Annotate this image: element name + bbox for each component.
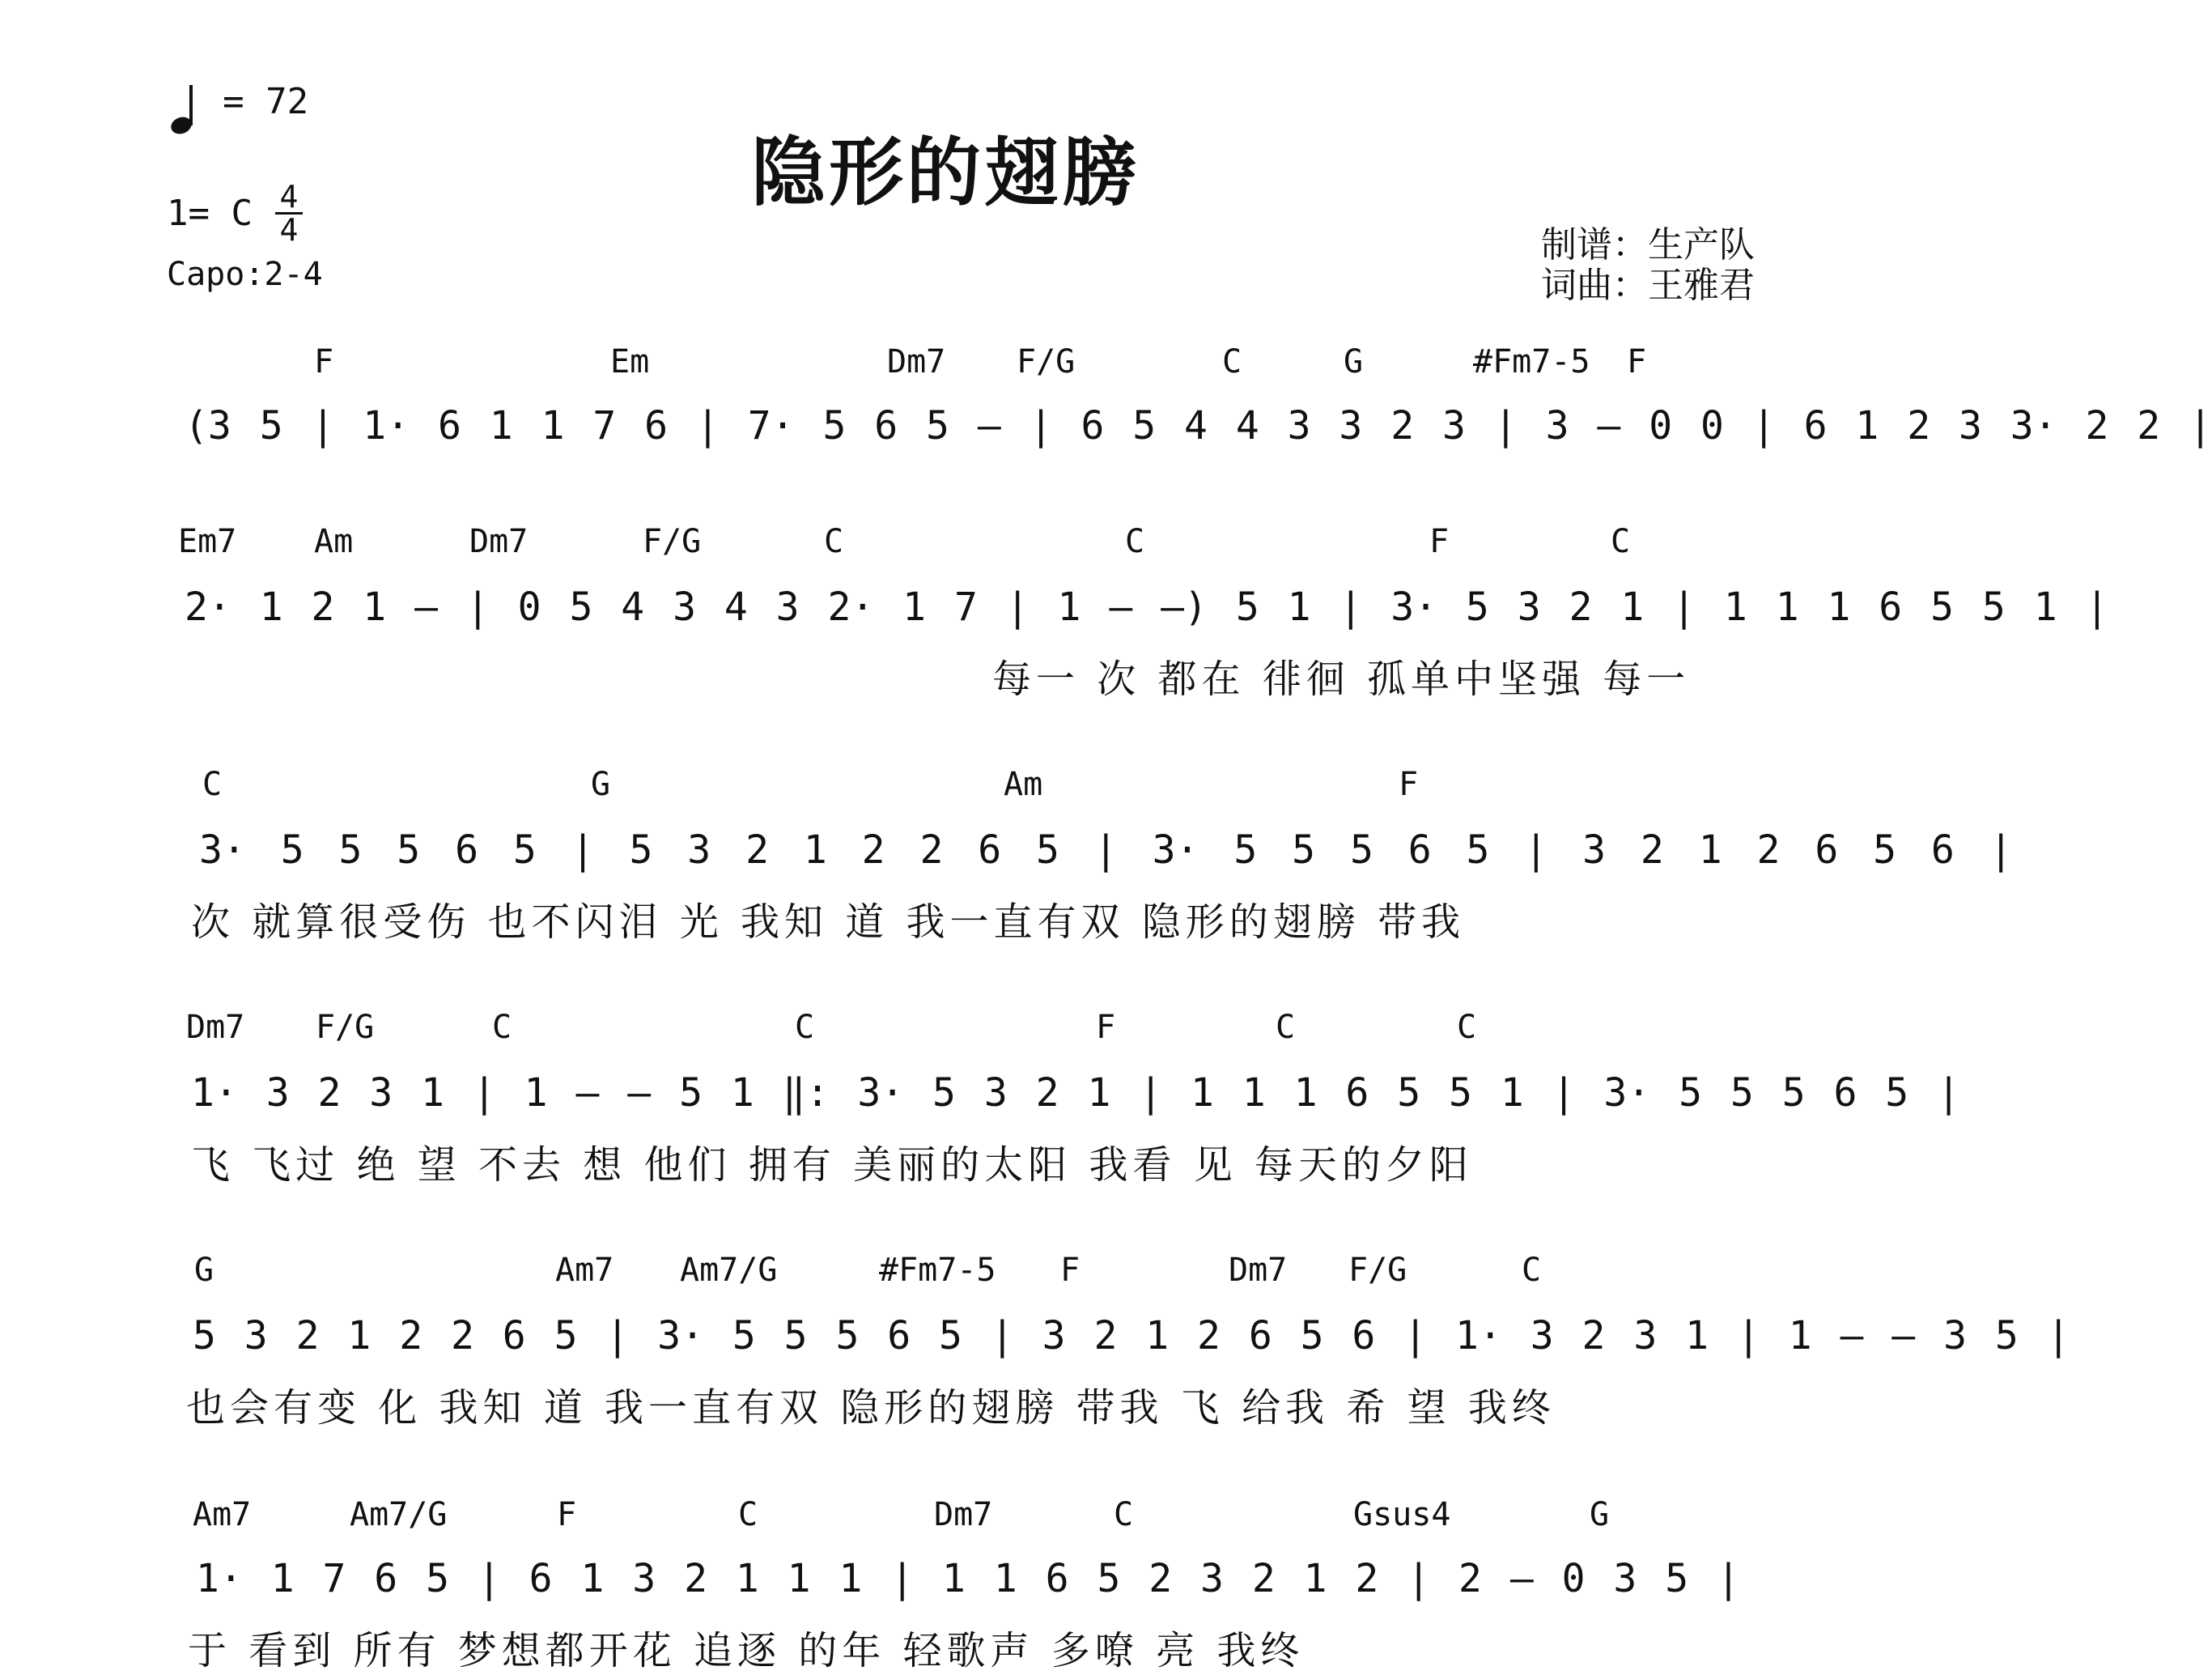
time-sig-top: 4 [279,179,299,215]
chord: G [591,766,611,803]
chord: C [824,523,844,560]
key-label: 1= C [167,193,253,234]
chord: F [1429,523,1450,560]
chord: C [1222,343,1242,380]
tempo-value: = 72 [223,81,309,122]
chord: G [194,1252,214,1289]
lyric-line: 飞 飞过 绝 望 不去 想 他们 拥有 美丽的太阳 我看 见 每天的夕阳 [191,1142,1473,1188]
chord: Am [314,523,354,560]
lyric-line: 也会有变 化 我知 道 我一直有双 隐形的翅膀 带我 飞 给我 希 望 我终 [186,1385,1556,1431]
notation-line: (3 5 | 1· 6 1 1 7 6 | 7· 5 6 5 — | 6 5 4 4 3 3 2 3 | 3 — 0 0 | 6 1 2 3 3· 2 2 | [185,403,2212,449]
capo-label: Capo:2-4 [167,256,323,293]
lyric-line: 每一 次 都在 徘徊 孤单中坚强 每一 [992,657,1691,702]
chord: C [1276,1009,1296,1046]
arranger-credit: 制谱：生产队 [1541,224,1755,266]
chord: Am7 [555,1252,614,1289]
chord: F [1096,1009,1116,1046]
chord: Em [610,343,650,380]
chord: F [314,343,334,380]
chord: C [202,766,223,803]
chord: C [1114,1496,1134,1533]
chord: C [795,1009,815,1046]
chord: Dm7 [934,1496,993,1533]
tempo-marking [168,81,308,138]
time-signature [275,179,303,248]
chord: G [1344,343,1364,380]
chord: C [1522,1252,1542,1289]
chord: Am7 [193,1496,252,1533]
quarter-note-icon [168,82,201,138]
notation-line: 1· 3 2 3 1 | 1 — — 5 1 ‖: 3· 5 3 2 1 | 1 1 1 6 5 5 1 | 3· 5 5 5 6 5 | [191,1070,1960,1116]
notation-line: 5 3 2 1 2 2 6 5 | 3· 5 5 5 6 5 | 3 2 1 2 6 5 6 | 1· 3 2 3 1 | 1 — — 3 5 | [193,1313,2070,1358]
chord: F [1060,1252,1081,1289]
notation-line: 3· 5 5 5 6 5 | 5 3 2 1 2 2 6 5 | 3· 5 5 5 6 5 | 3 2 1 2 6 5 6 | [199,827,2013,873]
chord: Am [1004,766,1043,803]
chord: G [1590,1496,1610,1533]
composer-credit: 词曲：王雅君 [1541,265,1755,306]
time-sig-bottom: 4 [279,212,299,248]
chord: #Fm7-5 [879,1252,996,1289]
chord: C [492,1009,512,1046]
notation-line: 2· 1 2 1 — | 0 5 4 3 4 3 2· 1 7 | 1 — —) 5 1 | 3· 5 3 2 1 | 1 1 1 6 5 5 1 | [185,585,2109,630]
chord: Dm7 [469,523,529,560]
chord: F [1399,766,1419,803]
chord: Dm7 [1229,1252,1288,1289]
chord: C [738,1496,758,1533]
chord: Dm7 [887,343,946,380]
song-title: 隐形的翅膀 [751,130,1140,216]
notation-line: 1· 1 7 6 5 | 6 1 3 2 1 1 1 | 1 1 6 5 2 3 2 1 2 | 2 — 0 3 5 | [196,1556,1740,1601]
chord: Gsus4 [1353,1496,1451,1533]
chord: F/G [1348,1252,1407,1289]
chord: C [1611,523,1631,560]
chord: F/G [1017,343,1076,380]
lyric-line: 次 就算很受伤 也不闪泪 光 我知 道 我一直有双 隐形的翅膀 带我 [191,899,1466,945]
chord: F/G [643,523,702,560]
chord: F [1627,343,1647,380]
chord: F [557,1496,577,1533]
chord: Am7/G [350,1496,448,1533]
chord: Em7 [178,523,237,560]
chord: C [1125,523,1145,560]
chord: C [1457,1009,1477,1046]
key-signature [167,193,253,234]
chord: #Fm7-5 [1473,343,1590,380]
chord: Dm7 [186,1009,245,1046]
lyric-line: 于 看到 所有 梦想都开花 追逐 的年 轻歌声 多嘹 亮 我终 [188,1628,1305,1673]
chord: F/G [316,1009,375,1046]
chord: Am7/G [680,1252,778,1289]
